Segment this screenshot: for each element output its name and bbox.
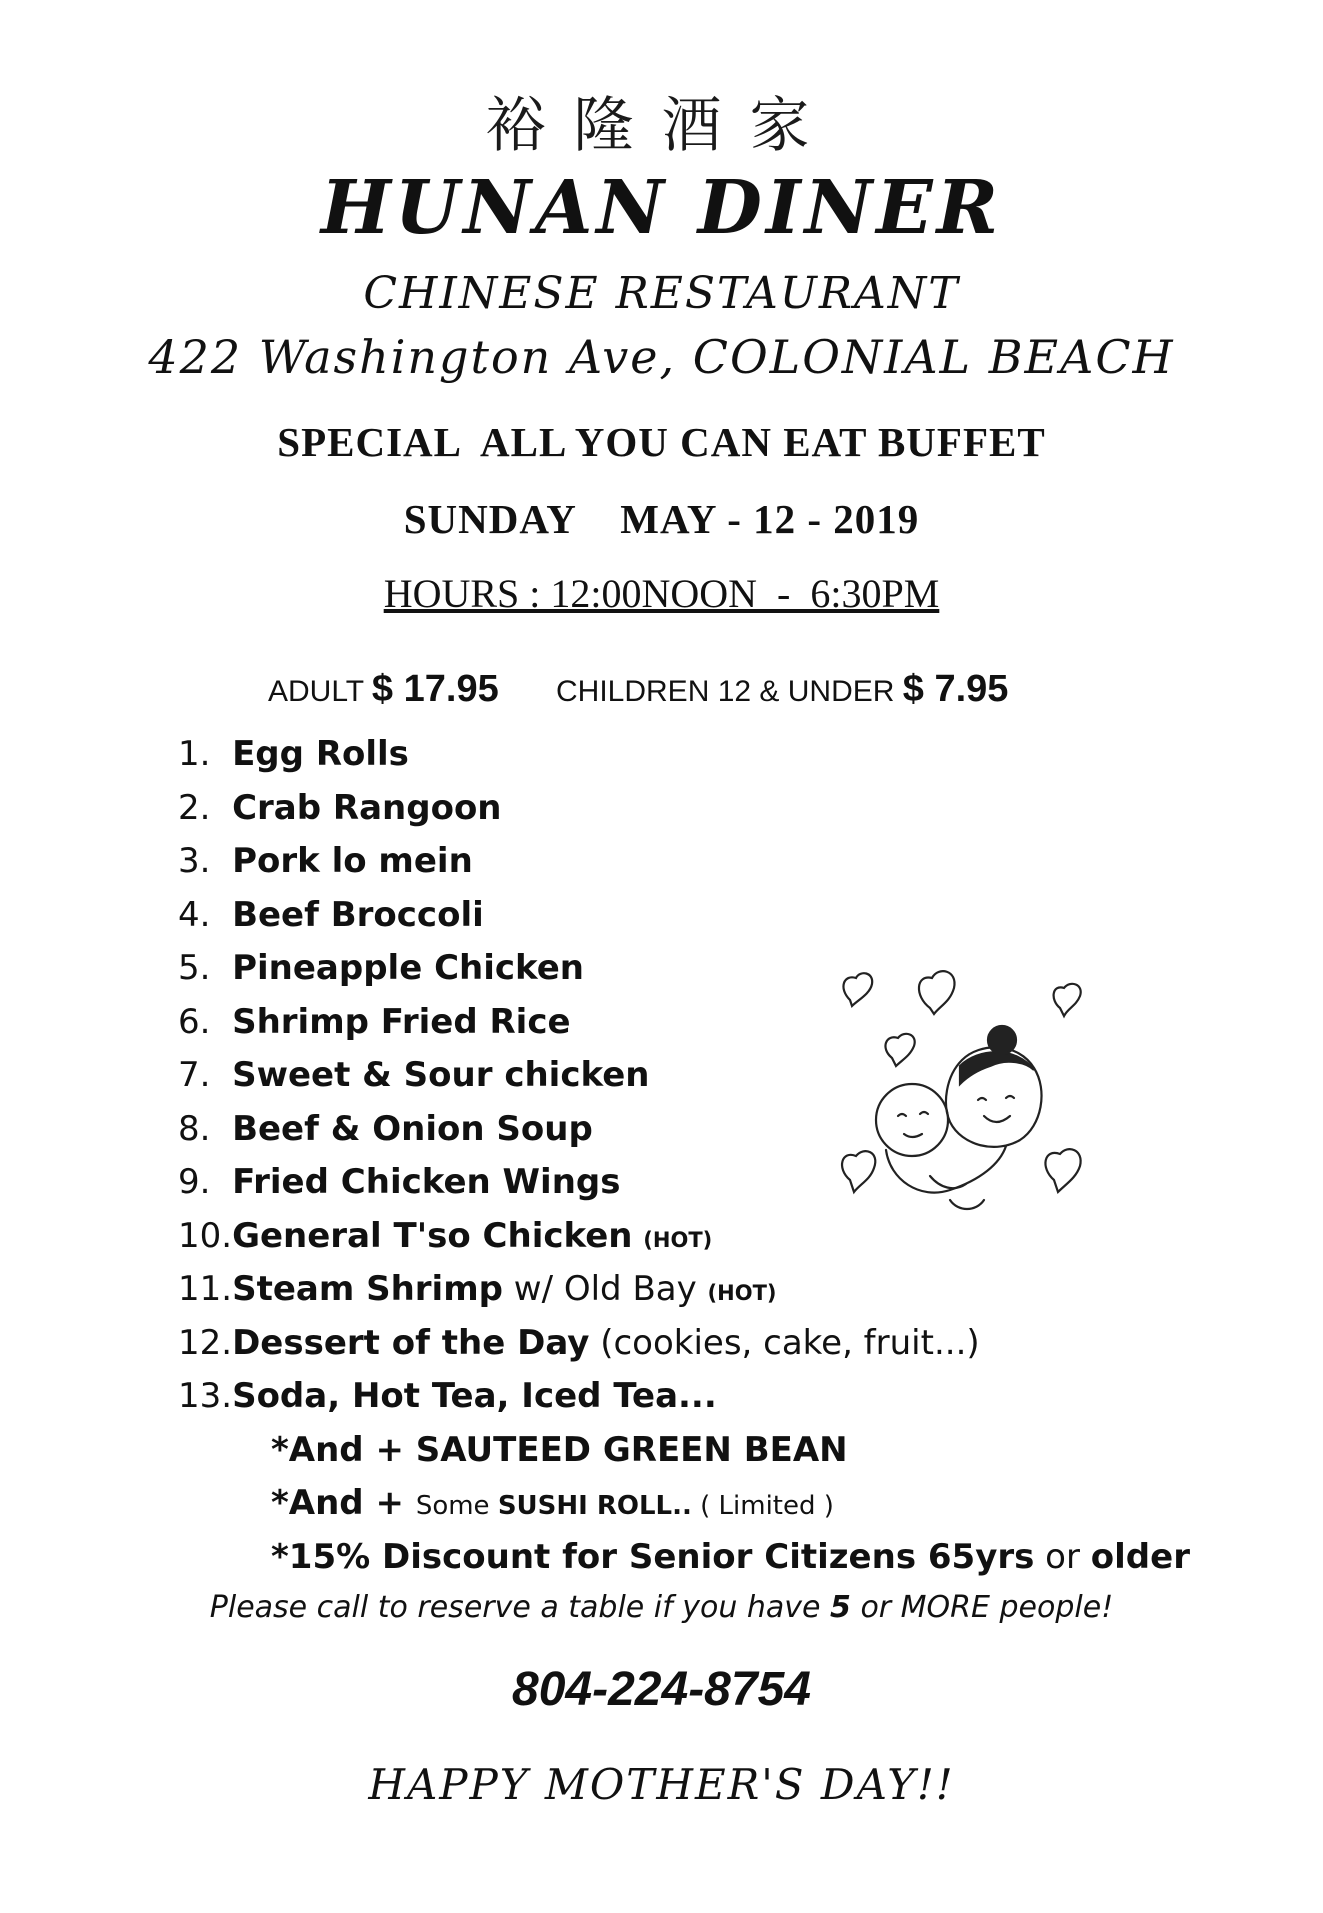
item-number: 8. — [178, 1108, 211, 1149]
menu-item — [178, 782, 1178, 836]
chinese-name: 裕隆酒家 — [485, 91, 838, 161]
item-name: Steam Shrimp — [232, 1269, 503, 1309]
item-number: 10. — [178, 1215, 233, 1256]
item-number: 5. — [178, 948, 211, 988]
item-name: Beef & Onion Soup — [232, 1108, 593, 1149]
adult-label: ADULT — [268, 675, 372, 708]
menu-item — [178, 1263, 1178, 1317]
item-name: Beef Broccoli — [232, 894, 484, 935]
adult-price — [268, 668, 499, 711]
item-number: 13. — [178, 1376, 233, 1416]
hot-note: (HOT) — [707, 1281, 777, 1305]
children-label: CHILDREN 12 & UNDER — [556, 675, 903, 708]
restaurant-subtitle: CHINESE RESTAURANT — [363, 268, 960, 319]
item-number: 2. — [178, 787, 211, 828]
extra-some: Some — [415, 1491, 498, 1521]
menu-item — [178, 728, 1178, 782]
discount-or: or — [1034, 1536, 1091, 1577]
menu-item — [178, 889, 1178, 943]
item-number: 3. — [178, 841, 211, 881]
item-name: Sweet & Sour chicken — [232, 1055, 650, 1095]
extra-green-bean: *And + SAUTEED GREEN BEAN — [271, 1429, 848, 1470]
heart-icon — [1045, 1149, 1080, 1192]
item-detail: w/ Old Bay — [502, 1269, 697, 1309]
reserve-number: 5 — [830, 1590, 851, 1625]
item-number: 9. — [178, 1162, 211, 1202]
item-name: Dessert of the Day — [232, 1322, 590, 1363]
reserve-text-end: or MORE people! — [850, 1590, 1114, 1625]
heart-icon — [1054, 984, 1081, 1016]
menu-item — [178, 1370, 1178, 1424]
item-number: 11. — [178, 1269, 233, 1309]
item-name: Fried Chicken Wings — [232, 1162, 621, 1202]
adult-amount: $ 17.95 — [371, 668, 499, 710]
mother-child-illustration — [830, 950, 1120, 1240]
heart-icon — [885, 1034, 914, 1066]
discount-text: *15% Discount for Senior Citizens 65yrs — [271, 1536, 1035, 1577]
heart-icon — [919, 971, 955, 1014]
extra-limited: ( Limited ) — [691, 1491, 834, 1521]
item-name: Soda, Hot Tea, Iced Tea... — [232, 1376, 717, 1416]
discount-older: older — [1090, 1536, 1190, 1577]
item-name: Pork lo mein — [232, 841, 473, 881]
item-name: Shrimp Fried Rice — [232, 1001, 571, 1042]
item-name: Crab Rangoon — [232, 787, 502, 828]
greeting: HAPPY MOTHER'S DAY!! — [368, 1760, 955, 1809]
item-name: General T'so Chicken — [232, 1215, 633, 1256]
item-number: 1. — [178, 734, 211, 774]
heart-icon — [843, 973, 872, 1006]
menu-item — [178, 835, 1178, 889]
extra-sushi-roll: SUSHI ROLL.. — [497, 1491, 692, 1521]
extra-discount — [271, 1531, 1190, 1585]
children-amount: $ 7.95 — [902, 668, 1009, 710]
restaurant-title: HUNAN DINER — [320, 165, 1003, 251]
item-number: 7. — [178, 1055, 211, 1095]
children-price — [556, 668, 1008, 711]
extra-sushi — [271, 1477, 1178, 1531]
restaurant-address: 422 Washington Ave, COLONIAL BEACH — [148, 330, 1175, 384]
special-heading: SPECIAL ALL YOU CAN EAT BUFFET — [277, 419, 1046, 465]
phone-number: 804-224-8754 — [512, 1663, 811, 1716]
reserve-text: Please call to reserve a table if you have — [209, 1590, 831, 1625]
reservation-note — [0, 1590, 1323, 1625]
item-number: 4. — [178, 894, 211, 935]
item-number: 12. — [178, 1322, 233, 1363]
item-name: Pineapple Chicken — [232, 948, 585, 988]
item-name: Egg Rolls — [232, 734, 409, 774]
menu-item — [178, 1317, 1178, 1371]
hours: HOURS : 12:00NOON - 6:30PM — [383, 571, 940, 616]
heart-icon — [842, 1151, 875, 1192]
event-date: SUNDAY MAY - 12 - 2019 — [403, 496, 920, 542]
item-number: 6. — [178, 1001, 211, 1042]
hot-note: (HOT) — [643, 1227, 713, 1252]
extra-prefix: *And + — [271, 1483, 416, 1523]
item-detail: (cookies, cake, fruit...) — [589, 1322, 980, 1363]
